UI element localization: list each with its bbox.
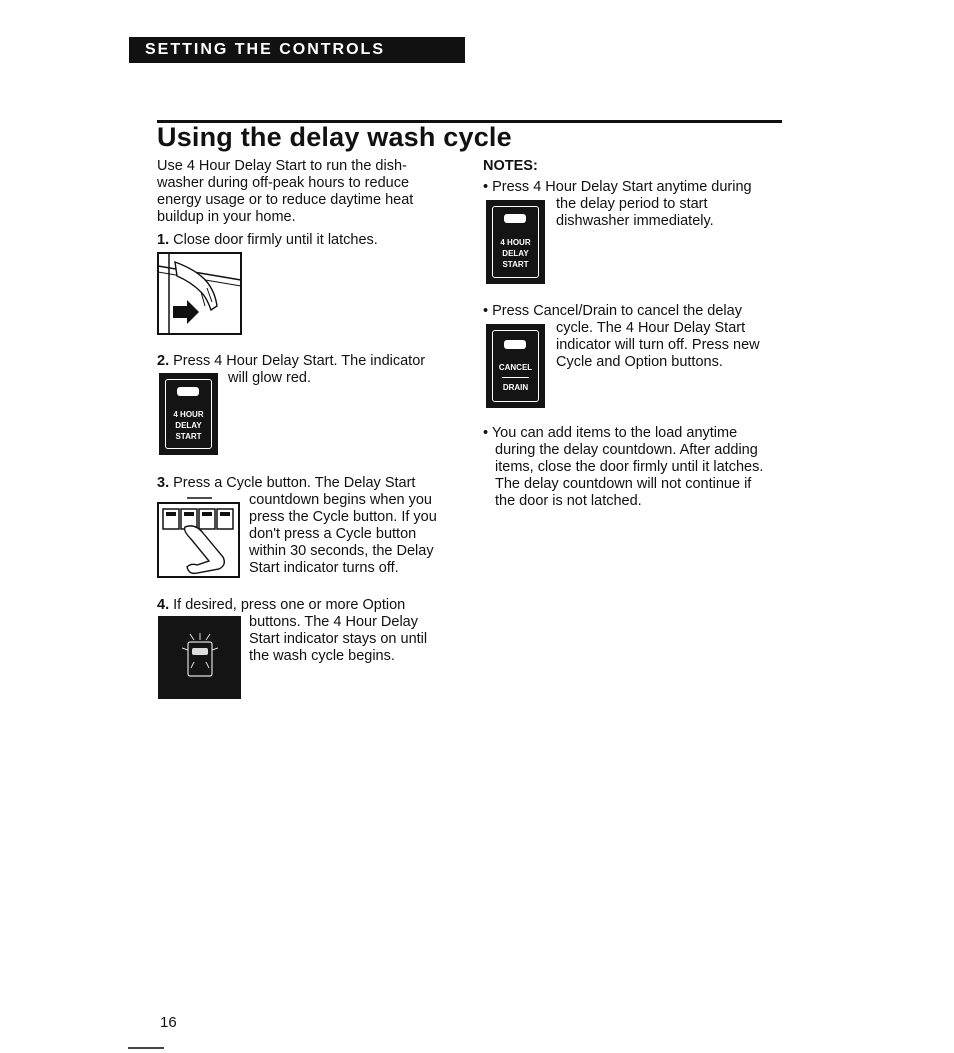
step-number: 4. <box>157 597 170 613</box>
notes-heading: NOTES: <box>483 158 538 174</box>
note-text: • Press 4 Hour Delay Start anytime during <box>483 179 752 195</box>
button-label: DRAIN <box>502 383 529 392</box>
page-number: 16 <box>160 1014 177 1031</box>
button-label: CANCEL <box>498 363 533 372</box>
indicator-light-icon <box>504 340 526 349</box>
step-number: 3. <box>157 475 170 491</box>
indicator-light-icon <box>192 648 208 655</box>
step-text: Start indicator stays on until <box>249 631 428 647</box>
note-text: the door is not latched. <box>495 493 642 509</box>
note-text: during the delay countdown. After adding <box>495 442 758 458</box>
page-title: Using the delay wash cycle <box>157 122 512 152</box>
button-label: START <box>175 432 202 441</box>
cancel-drain-button-illustration <box>486 324 545 408</box>
note-text: the delay period to start <box>556 196 708 212</box>
indicator-light-icon <box>177 387 199 396</box>
button-label: START <box>502 260 529 269</box>
option-button-illustration <box>158 616 241 699</box>
intro-paragraph <box>157 158 457 226</box>
footer-rule <box>128 1047 164 1049</box>
step-text: within 30 seconds, the Delay <box>249 543 434 559</box>
note-text: • Press Cancel/Drain to cancel the delay <box>483 303 742 319</box>
label-divider <box>502 377 529 378</box>
step-text: don't press a Cycle button <box>249 526 417 542</box>
note-text: • You can add items to the load anytime <box>483 425 738 441</box>
step-text: If desired, press one or more Option <box>173 597 406 613</box>
step-text: Press 4 Hour Delay Start. The indicator <box>173 353 426 369</box>
note-text: Cycle and Option buttons. <box>556 354 723 370</box>
button-label: DELAY <box>175 421 202 430</box>
note-text: items, close the door firmly until it latches. <box>495 459 764 475</box>
section-banner: SETTING THE CONTROLS <box>129 37 465 63</box>
step-number: 1. <box>157 232 170 248</box>
step-text: will glow red. <box>228 370 311 386</box>
door-latch-illustration <box>157 252 243 336</box>
button-label: 4 HOUR <box>173 410 204 419</box>
step-text: buttons. The 4 Hour Delay <box>249 614 418 630</box>
indicator-light-icon <box>504 214 526 223</box>
note-text: The delay countdown will not continue if <box>495 476 752 492</box>
step-text: Close door firmly until it latches. <box>173 232 378 248</box>
note-3 <box>483 425 763 510</box>
note-text: dishwasher immediately. <box>556 213 714 229</box>
button-label: 4 HOUR <box>500 238 531 247</box>
cycle-button-press-illustration <box>157 495 241 579</box>
intro-line: Use 4 Hour Delay Start to run the dish- <box>157 158 407 174</box>
intro-line: energy usage or to reduce daytime heat <box>157 192 414 208</box>
step-text: the wash cycle begins. <box>249 648 395 664</box>
step-text: Start indicator turns off. <box>249 560 399 576</box>
delay-start-button-illustration <box>486 200 545 284</box>
note-text: indicator will turn off. Press new <box>556 337 760 353</box>
step-text: Press a Cycle button. The Delay Start <box>173 475 416 491</box>
delay-start-button-illustration <box>159 373 218 455</box>
step-text: press the Cycle button. If you <box>249 509 437 525</box>
step-1 <box>157 232 378 249</box>
intro-line: washer during off-peak hours to reduce <box>157 175 410 191</box>
button-label: DELAY <box>502 249 529 258</box>
note-text: cycle. The 4 Hour Delay Start <box>556 320 746 336</box>
step-number: 2. <box>157 353 170 369</box>
intro-line: buildup in your home. <box>157 209 296 225</box>
step-text: countdown begins when you <box>249 492 432 508</box>
